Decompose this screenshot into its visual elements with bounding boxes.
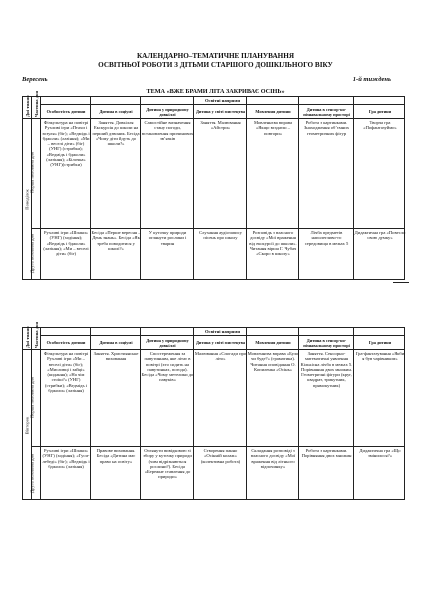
cell-personality: Фізкультура на повітрі Рухливі ігри «Птахи і зозуля» (біг); «Ведмідь і бджоли» (лазіння); «Ми – веселі діти» (біг) (УНГ) (стрибки); «Ведмідь і бджоли» (лазіння); «Білочка» (УНГ)(стрибки) (42, 120, 90, 168)
col-header: Гра дитини (368, 340, 392, 345)
cell-personality: Рухливі ігри «Шпаки» (УНГ) (ходіння); «Ведмідь і бджоли» (лазіння); «Ми – веселі діти» (біг) (43, 230, 89, 257)
section-header: Освітні напрями (204, 329, 241, 334)
cell-nature: Спостереження за павутинням, яке літає в повітрі (хто сидить на павутинках, погода). Бесіда «Чому метелики до павуків» (141, 351, 194, 383)
day-label: Вівторок (24, 416, 30, 435)
cell-personality: Фізкультура на повітрі Рухливі ігри «Ми – веселі діти» (біг); «Мисливці і зайці» (кидання); «На чім стоїш?» (УНГ) (стрибки); «Ведмідь і бджоли» (лазіння) (43, 351, 89, 394)
day-label: Понеділок (24, 189, 30, 210)
cell-nature: У куточку природи оглянути рослини і тварин (148, 230, 187, 246)
col-header: Мовлення дитини (255, 109, 291, 114)
cell-art: Створення панно «Осінній колаж» (колективна робота) (200, 448, 241, 464)
cell-society: Заняття. Довкілля Екскурсія до школи на перший дзвоник. Бесіда «Чому діти йдуть до школи?» (92, 120, 140, 147)
col-header: Дитина в сенсор-но-пізнавальному просторі (303, 337, 350, 348)
col-header: Дитина в соціумі (99, 340, 133, 345)
plan-table-tuesday (22, 321, 405, 500)
cell-speech: Мовленнєва вправа «Було чи буде?» (граматика). Читання оповідання О. Копиленка «Осінь» (247, 351, 299, 372)
cell-game: Творча гра «Пофантазуймо» (363, 120, 397, 131)
col-header: Дитина в сенсор-но-пізнавальному просторі (303, 106, 350, 117)
part-label: Друга половина дня (29, 453, 35, 494)
cell-society: Правове виховання. Бесіда «Дитина має право на освіту» (96, 448, 136, 464)
cell-sensory: Робота з картинками. Знаходження об’ємних геометричних фігур (303, 120, 349, 136)
cell-sensory: Лічба предметів наполегливо-го середовища в межах 5 (304, 230, 349, 246)
cell-art: Малювання «Спогади про літо» (194, 351, 247, 362)
doc-title-line1: КАЛЕНДАРНО–ТЕМАТИЧНЕ ПЛАНУВАННЯ (136, 52, 295, 60)
day-header: Дні тижня (25, 326, 30, 348)
cell-speech: Складання розповіді з власного досвіду «Мої враження від літнього відпочинку» (250, 448, 296, 469)
part-label: Перша половина дня (29, 377, 35, 418)
col-header: Дитина у світі мистецтва (195, 109, 246, 114)
doc-title-line2: ОСВІТНЬОЇ РОБОТИ З ДІТЬМИ СТАРШОГО ДОШКІЛЬНОГО ВІКУ (98, 61, 333, 69)
cell-art: Слухання аудіозапису пісень про школу (199, 230, 242, 241)
cell-speech: Мовленнєва вправа «Якщо вгадаєш – повтори» (253, 120, 292, 136)
cell-speech: Розповідь з власного досвіду «Мої враження від екскурсії до школи». Читання вірша Г. Чубач «Скоро в школу» (249, 230, 297, 257)
page-fold-mark (393, 282, 409, 289)
section-header: Освітні напрями (204, 98, 241, 103)
col-header: Мовлення дитини (255, 340, 291, 345)
cell-game: Гра-фантазування «Якби я був чарівником» (355, 351, 405, 362)
col-header: Особистість дитини (46, 109, 86, 114)
col-header: Дитина у світі мистецтва (195, 340, 246, 345)
week-label: 1-й тиждень (352, 76, 391, 83)
cell-game: Дидактична гра «Що змінилося?» (359, 448, 401, 459)
cell-personality: Рухливі ігри «Шпаки» (УНГ) (ходіння); «Гуси-лебеді» (біг); «Ведмідь і бджоли» (лазіння) (42, 448, 90, 469)
cell-nature: Оглянути вивідковою зі збору у куточку природи (чим відрізняються рослини?). Бесіда «Бережне ставлення до природи» (143, 448, 192, 480)
col-header: Гра дитини (368, 109, 392, 114)
cell-society: Заняття. Християнське виховання (93, 351, 139, 362)
part-header: Частина дня (34, 90, 39, 117)
cell-sensory: Робота з картинками. Порівняння двох множин (301, 448, 352, 459)
cell-game: Дидактична гра «Повесло свою думку» (354, 230, 406, 241)
col-header: Дитина в соціумі (99, 109, 133, 114)
col-header: Дитина у природному довкіллі (146, 337, 189, 348)
col-header: Особистість дитини (46, 340, 86, 345)
day-header: Дні тижня (25, 95, 30, 117)
cell-nature: Самостійне визначення стану погоди, встановлення причинових зв’язків (141, 120, 194, 141)
part-header: Частина дня (34, 321, 39, 348)
part-label: Перша половина дня (29, 152, 35, 193)
part-label: Друга половина дня (29, 233, 35, 274)
cell-sensory: Заняття. Сенсорно-математичні уявлення Кількісна лічба в межах 5. Порівняння двох множин. Геометричні фігури (круг, квадрат, трикутник, прямокутник) (300, 351, 353, 388)
month-label: Вересень (22, 76, 48, 83)
col-header: Дитина у природному довкіллі (146, 106, 189, 117)
cell-art: Заняття. Малювання «Айстри» (200, 120, 241, 131)
cell-society: Бесіда «Перше вересня – День знань». Бесіда «Як треба поводитися у школі?» (91, 230, 141, 251)
theme-title: ТЕМА «ВЖЕ БРАМИ ЛІТА ЗАКРИВАЄ ОСІНЬ» (146, 88, 285, 95)
